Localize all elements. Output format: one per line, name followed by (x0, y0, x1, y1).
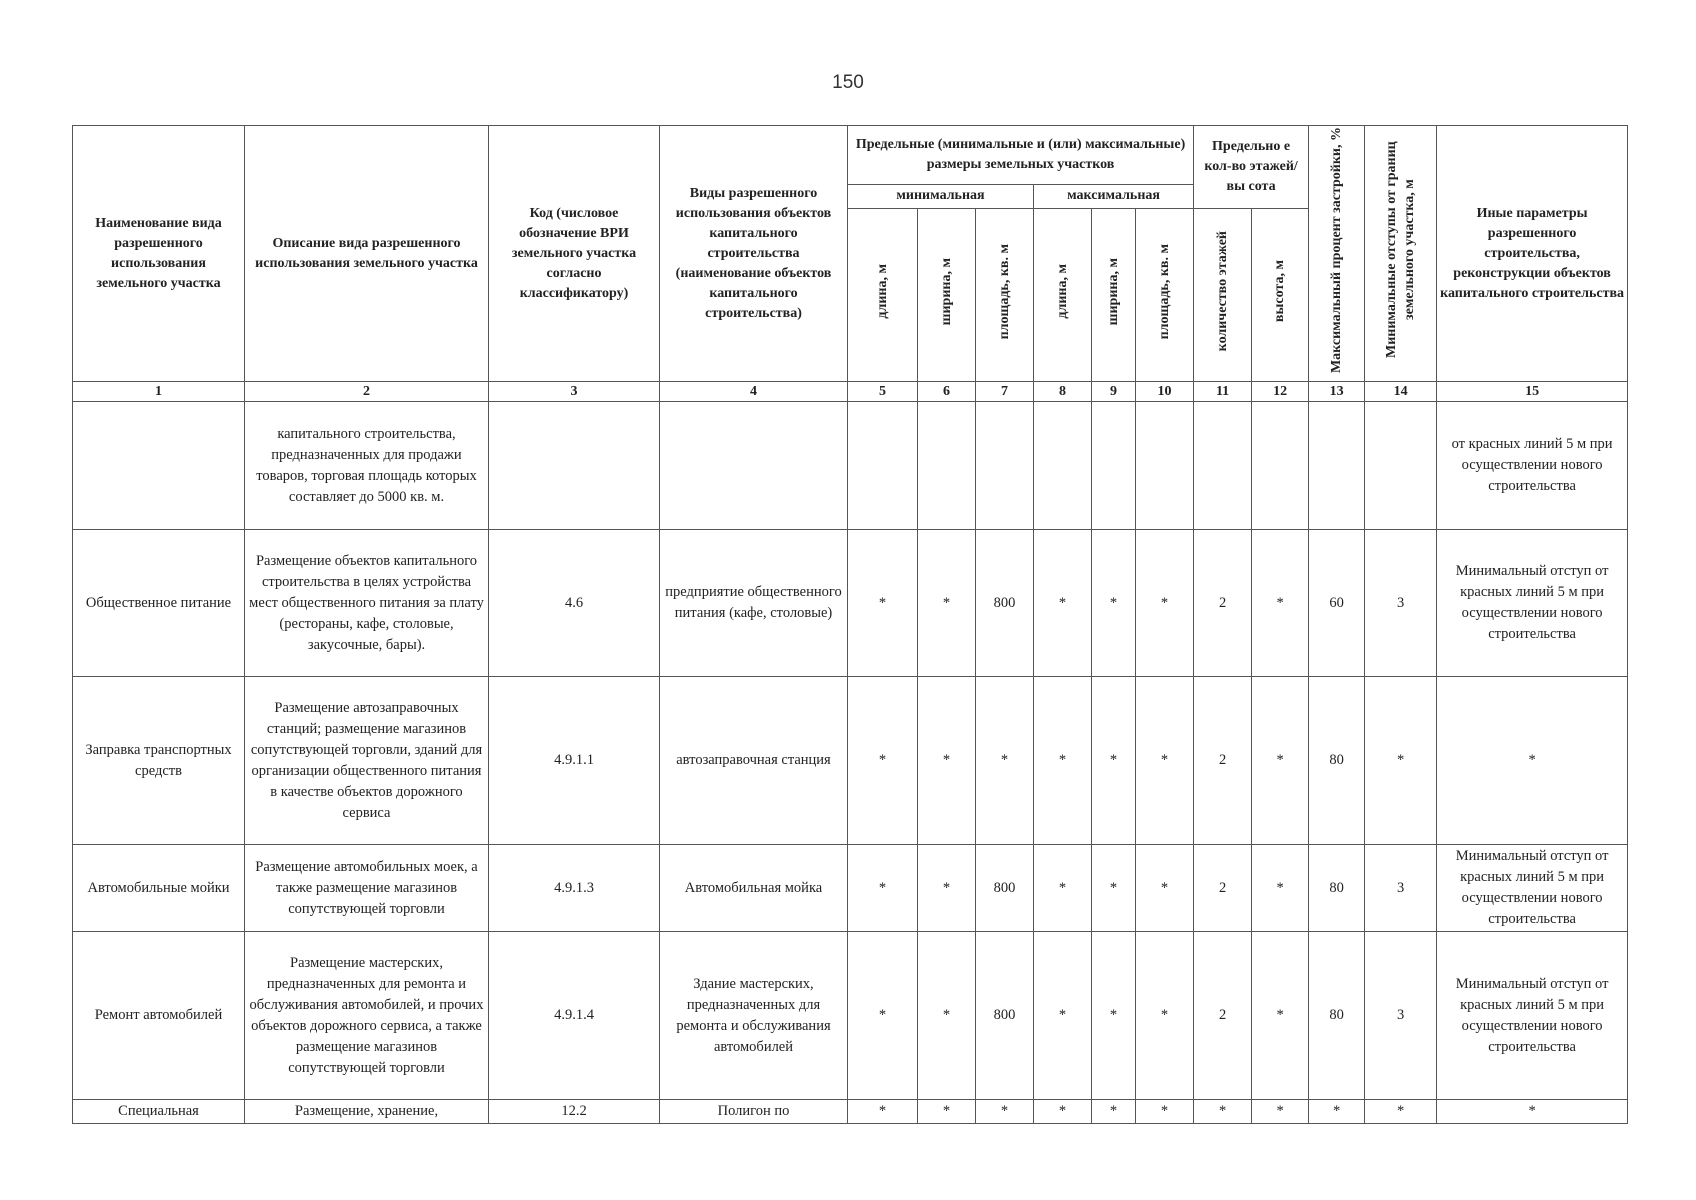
cell-description: Размещение автозаправочных станций; размещение магазинов сопутствующей торговли, зданий для организации общественного питания в качестве объектов дорожного сервиса (245, 677, 489, 845)
cell-name: Ремонт автомобилей (73, 932, 245, 1100)
header-build-percent: Максимальный процент застройки, % (1309, 126, 1365, 382)
cell-min-area: * (976, 677, 1034, 845)
cell-other-params: Минимальный отступ от красных линий 5 м при осуществлении нового строительства (1437, 932, 1628, 1100)
header-max-length: длина, м (1034, 208, 1092, 381)
column-number: 10 (1136, 382, 1194, 402)
cell-min-width (918, 402, 976, 530)
cell-name (73, 402, 245, 530)
cell-min-width: * (918, 845, 976, 932)
cell-min-area (976, 402, 1034, 530)
cell-code: 4.9.1.4 (489, 932, 660, 1100)
header-code: Код (числовое обозначение ВРИ земельного участка согласно классификатору) (489, 126, 660, 382)
header-min-area: площадь, кв. м (976, 208, 1034, 381)
cell-description: Размещение, хранение, (245, 1100, 489, 1124)
table-row (73, 402, 1628, 530)
table-header (73, 126, 1628, 382)
header-other-params: Иные параметры разрешенного строительства, реконструкции объектов капитального строительства (1437, 126, 1628, 382)
header-max: максимальная (1034, 185, 1194, 208)
cell-min-area: 800 (976, 530, 1034, 677)
header-plot-sizes: Предельные (минимальные и (или) максимальные) размеры земельных участков (848, 126, 1194, 185)
cell-other-params: * (1437, 1100, 1628, 1124)
cell-floors: 2 (1194, 530, 1252, 677)
cell-description: капитального строительства, предназначенных для продажи товаров, торговая площадь которых составляет до 5000 кв. м. (245, 402, 489, 530)
cell-max-width (1092, 402, 1136, 530)
cell-other-params: от красных линий 5 м при осуществлении нового строительства (1437, 402, 1628, 530)
column-number-row (73, 382, 1628, 402)
cell-objects: Здание мастерских, предназначенных для ремонта и обслуживания автомобилей (660, 932, 848, 1100)
cell-max-area: * (1136, 677, 1194, 845)
cell-name: Специальная (73, 1100, 245, 1124)
column-number: 1 (73, 382, 245, 402)
cell-objects: Полигон по (660, 1100, 848, 1124)
column-number: 4 (660, 382, 848, 402)
cell-min-length: * (848, 1100, 918, 1124)
cell-build-percent: * (1309, 1100, 1365, 1124)
cell-max-length (1034, 402, 1092, 530)
cell-floors: 2 (1194, 845, 1252, 932)
column-number: 13 (1309, 382, 1365, 402)
cell-min-width: * (918, 932, 976, 1100)
cell-height: * (1252, 932, 1309, 1100)
cell-code: 4.6 (489, 530, 660, 677)
cell-height: * (1252, 677, 1309, 845)
cell-min-width: * (918, 677, 976, 845)
cell-code (489, 402, 660, 530)
header-name: Наименование вида разрешенного использования земельного участка (73, 126, 245, 382)
cell-other-params: * (1437, 677, 1628, 845)
table-row (73, 530, 1628, 677)
header-min: минимальная (848, 185, 1034, 208)
cell-max-area (1136, 402, 1194, 530)
cell-min-width: * (918, 530, 976, 677)
column-number: 2 (245, 382, 489, 402)
header-description: Описание вида разрешенного использования земельного участка (245, 126, 489, 382)
header-floors: количество этажей (1194, 208, 1252, 381)
cell-max-length: * (1034, 530, 1092, 677)
cell-description: Размещение объектов капитального строительства в целях устройства мест общественного питания за плату (рестораны, кафе, столовые, закусочные, бары). (245, 530, 489, 677)
cell-height (1252, 402, 1309, 530)
cell-floors (1194, 402, 1252, 530)
column-number: 14 (1365, 382, 1437, 402)
cell-max-length: * (1034, 932, 1092, 1100)
cell-description: Размещение автомобильных моек, а также размещение магазинов сопутствующей торговли (245, 845, 489, 932)
cell-name: Автомобильные мойки (73, 845, 245, 932)
cell-setback: * (1365, 677, 1437, 845)
cell-build-percent: 80 (1309, 677, 1365, 845)
header-height: высота, м (1252, 208, 1309, 381)
column-number: 7 (976, 382, 1034, 402)
cell-floors: 2 (1194, 677, 1252, 845)
cell-min-length: * (848, 530, 918, 677)
cell-max-length: * (1034, 677, 1092, 845)
cell-min-length (848, 402, 918, 530)
cell-max-width: * (1092, 932, 1136, 1100)
cell-min-length: * (848, 845, 918, 932)
cell-max-width: * (1092, 1100, 1136, 1124)
table-row (73, 932, 1628, 1100)
cell-max-area: * (1136, 845, 1194, 932)
header-max-area: площадь, кв. м (1136, 208, 1194, 381)
cell-max-area: * (1136, 1100, 1194, 1124)
cell-build-percent: 80 (1309, 932, 1365, 1100)
column-number: 15 (1437, 382, 1628, 402)
cell-objects (660, 402, 848, 530)
cell-description: Размещение мастерских, предназначенных для ремонта и обслуживания автомобилей, и прочих объектов дорожного сервиса, а также размещение магазинов сопутствующей торговли (245, 932, 489, 1100)
header-objects: Виды разрешенного использования объектов капитального строительства (наименование объектов капитального строительства) (660, 126, 848, 382)
cell-min-width: * (918, 1100, 976, 1124)
cell-code: 12.2 (489, 1100, 660, 1124)
page-number: 150 (832, 72, 864, 93)
cell-floors: * (1194, 1100, 1252, 1124)
header-min-width: ширина, м (918, 208, 976, 381)
column-number: 11 (1194, 382, 1252, 402)
cell-height: * (1252, 530, 1309, 677)
header-max-width: ширина, м (1092, 208, 1136, 381)
cell-min-length: * (848, 932, 918, 1100)
cell-floors: 2 (1194, 932, 1252, 1100)
table-row (73, 845, 1628, 932)
cell-max-length: * (1034, 1100, 1092, 1124)
cell-name: Заправка транспортных средств (73, 677, 245, 845)
cell-min-area: 800 (976, 932, 1034, 1100)
table-row (73, 1100, 1628, 1124)
cell-setback: 3 (1365, 932, 1437, 1100)
cell-min-area: * (976, 1100, 1034, 1124)
cell-max-width: * (1092, 530, 1136, 677)
cell-max-area: * (1136, 932, 1194, 1100)
cell-max-width: * (1092, 845, 1136, 932)
cell-build-percent (1309, 402, 1365, 530)
cell-setback: 3 (1365, 845, 1437, 932)
table-row (73, 677, 1628, 845)
cell-code: 4.9.1.1 (489, 677, 660, 845)
cell-name: Общественное питание (73, 530, 245, 677)
header-floors-height: Предельно е кол-во этажей/вы сота (1194, 126, 1309, 209)
cell-objects: автозаправочная станция (660, 677, 848, 845)
cell-build-percent: 80 (1309, 845, 1365, 932)
column-number: 12 (1252, 382, 1309, 402)
column-number: 3 (489, 382, 660, 402)
column-number: 8 (1034, 382, 1092, 402)
header-min-length: длина, м (848, 208, 918, 381)
column-number: 6 (918, 382, 976, 402)
zoning-table (72, 125, 1628, 1124)
cell-max-width: * (1092, 677, 1136, 845)
cell-other-params: Минимальный отступ от красных линий 5 м при осуществлении нового строительства (1437, 530, 1628, 677)
cell-other-params: Минимальный отступ от красных линий 5 м при осуществлении нового строительства (1437, 845, 1628, 932)
cell-setback: * (1365, 1100, 1437, 1124)
cell-setback (1365, 402, 1437, 530)
header-setback: Минимальные отступы от границ земельного участка, м (1365, 126, 1437, 382)
cell-max-area: * (1136, 530, 1194, 677)
cell-max-length: * (1034, 845, 1092, 932)
cell-objects: предприятие общественного питания (кафе, столовые) (660, 530, 848, 677)
cell-setback: 3 (1365, 530, 1437, 677)
cell-height: * (1252, 1100, 1309, 1124)
cell-code: 4.9.1.3 (489, 845, 660, 932)
column-number: 9 (1092, 382, 1136, 402)
cell-height: * (1252, 845, 1309, 932)
column-number: 5 (848, 382, 918, 402)
cell-min-length: * (848, 677, 918, 845)
cell-objects: Автомобильная мойка (660, 845, 848, 932)
cell-build-percent: 60 (1309, 530, 1365, 677)
cell-min-area: 800 (976, 845, 1034, 932)
